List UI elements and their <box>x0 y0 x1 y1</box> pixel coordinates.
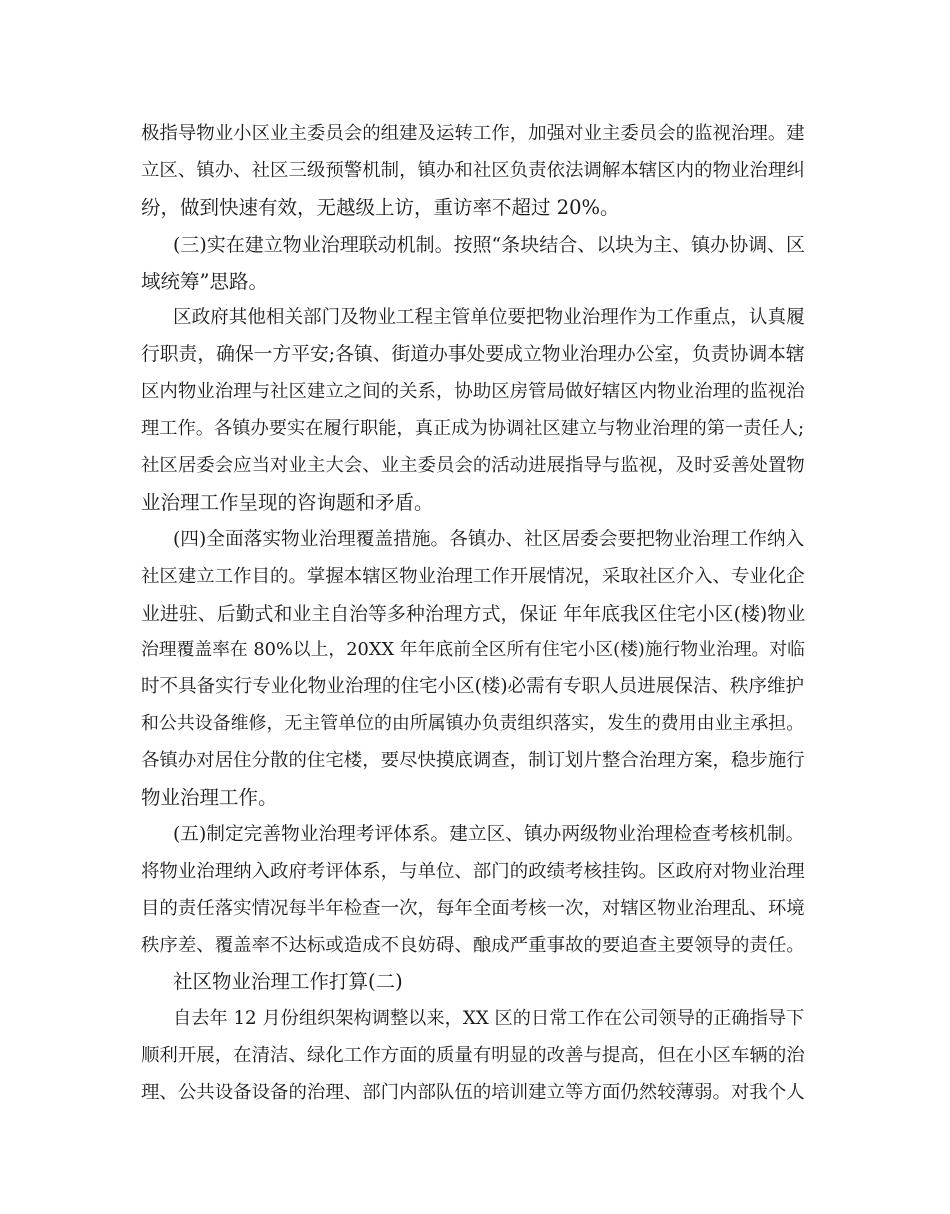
text-line: 社区居委会应当对业主大会、业主委员会的活动进展指导与监视，及时妥善处置物 <box>141 455 805 477</box>
text-line: 理、公共设备设备的治理、部门内部队伍的培训建立等方面仍然较薄弱。对我个人 <box>141 1082 805 1104</box>
text-line: 顺利开展，在清洁、绿化工作方面的质量有明显的改善与提高，但在小区车辆的治 <box>141 1045 805 1067</box>
text-line: 时不具备实行专业化物业治理的住宅小区(楼)必需有专职人员进展保洁、秩序维护 <box>141 676 805 698</box>
text-line: 自去年 12 月份组织架构调整以来，XX 区的日常工作在公司领导的正确指导下 <box>173 1008 805 1030</box>
text-line: 秩序差、覆盖率不达标或造成不良妨碍、酿成严重事故的要追查主要领导的责任。 <box>141 934 805 956</box>
text-line: 极指导物业小区业主委员会的组建及运转工作，加强对业主委员会的监视治理。建 <box>141 123 805 144</box>
document-body <box>141 116 805 1112</box>
text-line: 行职责，确保一方平安;各镇、街道办事处要成立物业治理办公室，负责协调本辖 <box>141 344 805 366</box>
text-line: 治理覆盖率在 80%以上，20XX 年年底前全区所有住宅小区(楼)施行物业治理。对临 <box>141 639 805 661</box>
text-line: 社区物业治理工作打算(二) <box>173 970 403 994</box>
text-line: 业进驻、后勤式和业主自治等多种治理方式，保证 年年底我区住宅小区(楼)物业 <box>141 602 806 625</box>
text-line: 理工作。各镇办要实在履行职能，真正成为协调社区建立与物业治理的第一责任人; <box>141 418 805 440</box>
text-line: 纷，做到快速有效，无越级上访，重访率不超过 20%。 <box>141 195 620 219</box>
text-line: 和公共设备维修，无主管单位的由所属镇办负责组织落实，发生的费用由业主承担。 <box>141 713 805 735</box>
text-line: 目的责任落实情况每半年检查一次，每年全面考核一次，对辖区物业治理乱、环境 <box>141 897 805 919</box>
text-line: 物业治理工作。 <box>141 786 278 810</box>
text-line: 将物业治理纳入政府考评体系，与单位、部门的政绩考核挂钩。区政府对物业治理 <box>141 860 805 882</box>
text-line: (四)全面落实物业治理覆盖措施。各镇办、社区居委会要把物业治理工作纳入 <box>173 528 805 550</box>
text-line: 区内物业治理与社区建立之间的关系，协助区房管局做好辖区内物业治理的监视治 <box>141 381 805 403</box>
text-line: (五)制定完善物业治理考评体系。建立区、镇办两级物业治理检查考核机制。 <box>173 823 805 845</box>
text-line: (三)实在建立物业治理联动机制。按照“条块结合、以块为主、镇办协调、区 <box>173 233 806 256</box>
text-line: 业治理工作呈现的咨询题和矛盾。 <box>141 490 434 514</box>
text-line: 社区建立工作目的。掌握本辖区物业治理工作开展情况，采取社区介入、专业化企 <box>141 565 805 587</box>
text-line: 域统筹”思路。 <box>141 269 268 293</box>
text-line: 区政府其他相关部门及物业工程主管单位要把物业治理作为工作重点，认真履 <box>173 307 805 329</box>
text-line: 立区、镇办、社区三级预警机制，镇办和社区负责依法调解本辖区内的物业治理纠 <box>141 159 805 181</box>
text-line: 各镇办对居住分散的住宅楼，要尽快摸底调查，制订划片整合治理方案，稳步施行 <box>141 750 805 772</box>
